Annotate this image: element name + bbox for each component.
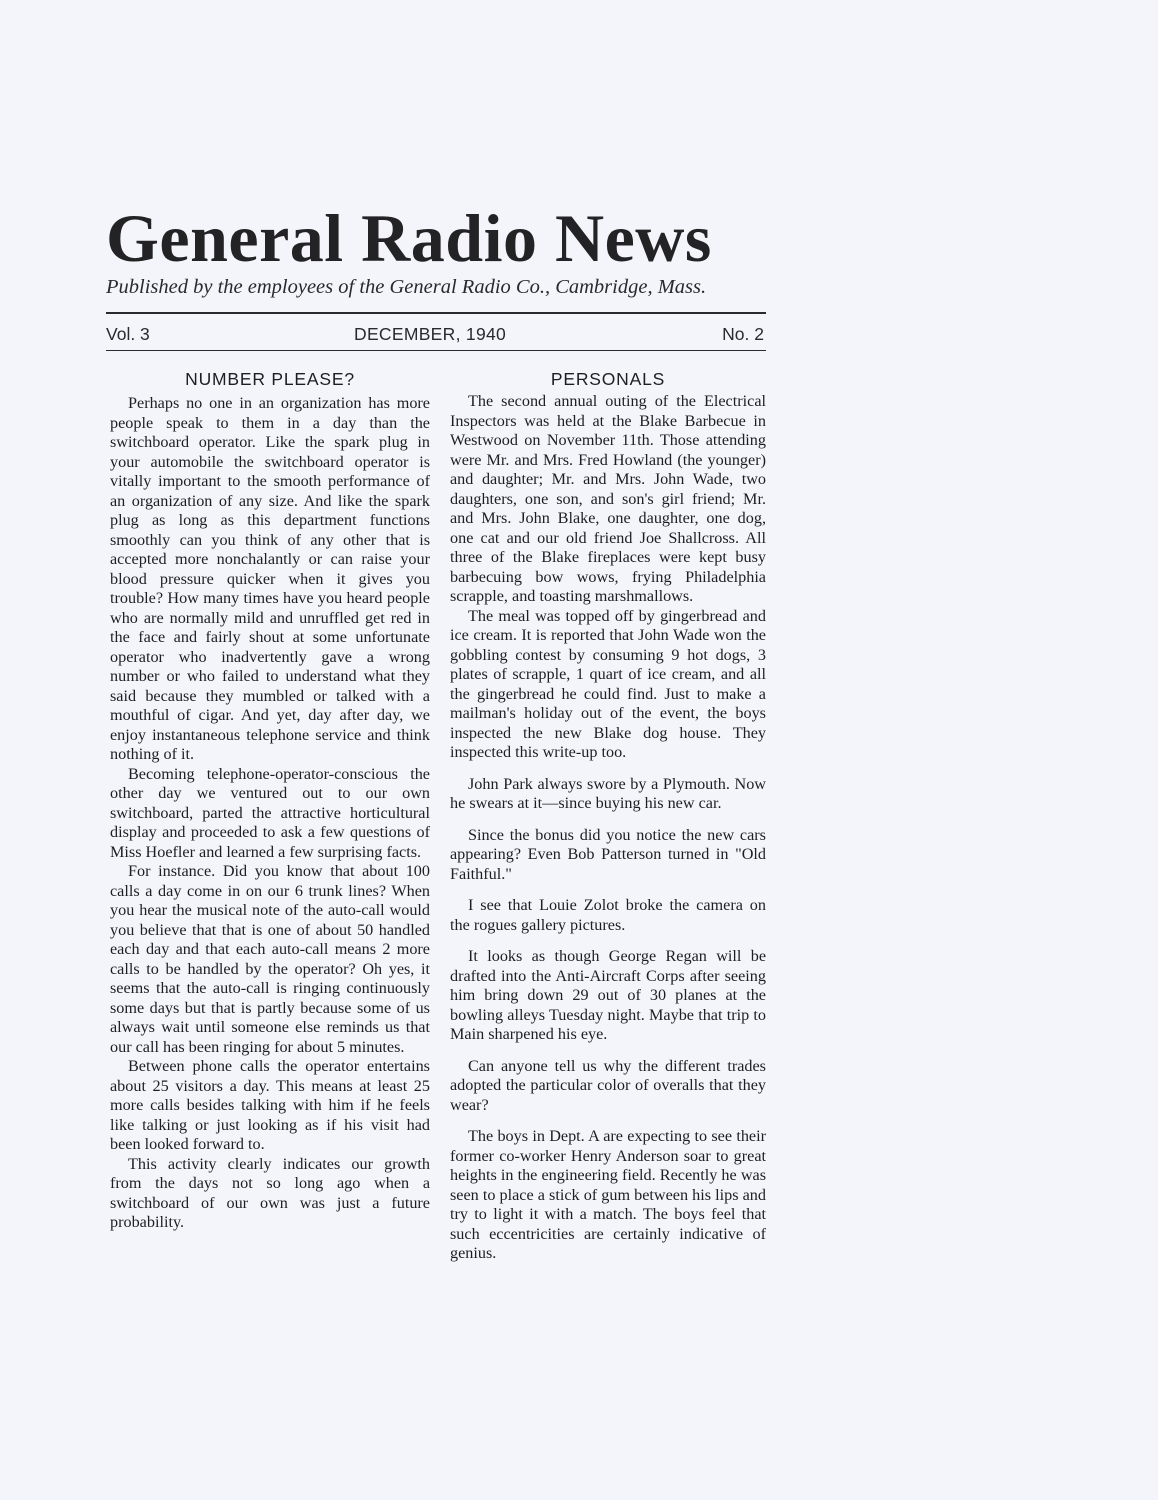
article-number-please — [110, 368, 430, 1233]
article-paragraph: This activity clearly indicates our growth from the days not so long ago when a switchboard of our own was just a future probability. — [110, 1154, 430, 1231]
issue-number: No. 2 — [722, 324, 764, 344]
masthead-rule-bottom — [106, 350, 766, 351]
issue-line — [106, 322, 766, 348]
article-paragraph: It looks as though George Regan will be drafted into the Anti-Aircraft Corps after seeing him bring down 29 out of 30 planes at the bowling alleys Tuesday night. Maybe that trip to Main sharpened his eye. — [450, 947, 766, 1043]
article-paragraph: Between phone calls the operator entertains about 25 visitors a day. This means at least 25 more calls besides talking with him if he feels like talking or just looking as if his visit had been looked forward to. — [110, 1057, 430, 1153]
article-paragraph: The boys in Dept. A are expecting to see their former co-worker Henry Anderson soar to great heights in the engineering field. Recently he was seen to place a stick of gum between his lips and try to light it with a match. The boys feel that such eccentricities are certainly indicative of genius. — [450, 1127, 766, 1262]
article-heading: NUMBER PLEASE? — [185, 369, 355, 389]
article-paragraph: The second annual outing of the Electrical Inspectors was held at the Blake Barbecue in Westwood on November 11th. Those attending were Mr. and Mrs. Fred Howland (the younger) and daughter; Mr. and Mrs. John Wade, two daughters, one son, and son's girl friend; Mr. and Mrs. John Blake, one daughter, one dog, one cat and our old friend Joe Shallcross. All three of the Blake fireplaces were kept busy barbecuing bow wows, frying Philadelphia scrapple, and toasting marshmallows. — [450, 392, 766, 605]
article-paragraph: Can anyone tell us why the different trades adopted the particular color of overalls that they wear? — [450, 1056, 766, 1114]
article-paragraph: I see that Louie Zolot broke the camera on the rogues gallery pictures. — [450, 896, 766, 934]
article-personals — [450, 368, 766, 1264]
masthead-subtitle: Published by the employees of the General Radio Co., Cambridge, Mass. — [106, 276, 707, 298]
masthead-title: General Radio News — [106, 200, 712, 276]
article-paragraph: For instance. Did you know that about 100 calls a day come in on our 6 trunk lines? When you hear the musical note of the auto-call would you believe that that is one of about 50 handled each day and that each auto-call means 2 more calls to be handled by the operator? Oh yes, it seems that the auto-call is ringing continuously some days but that is partly because some of us always wait until someone else reminds us that our call has been ringing for about 5 minutes. — [110, 862, 430, 1056]
issue-volume: Vol. 3 — [106, 324, 150, 344]
article-heading: PERSONALS — [550, 369, 666, 389]
issue-date: DECEMBER, 1940 — [354, 324, 507, 344]
article-paragraph: The meal was topped off by gingerbread and ice cream. It is reported that John Wade won the gobbling contest by consuming 9 hot dogs, 3 plates of scrapple, 1 quart of ice cream, and all the gingerbread he could find. Just to make a mailman's holiday out of the event, the boys inspected the new Blake dog house. They inspected this write-up too. — [450, 606, 766, 761]
article-paragraph: Since the bonus did you notice the new cars appearing? Even Bob Patterson turned in "Old Faithful." — [450, 825, 766, 883]
article-paragraph: John Park always swore by a Plymouth. Now he swears at it—since buying his new car. — [450, 774, 766, 812]
article-paragraph: Becoming telephone-operator-conscious the other day we ventured out to our own switchboard, parted the attractive horticultural display and proceeded to ask a few questions of Miss Hoefler and learned a few surprising facts. — [110, 764, 430, 861]
article-paragraph: Perhaps no one in an organization has more people speak to them in a day than the switchboard operator. Like the spark plug in your automobile the switchboard operator is vitally important to the smooth performance of an organization of any size. And like the spark plug as long as this department functions smoothly can you think of any other that is accepted more nonchalantly or can raise your blood pressure quicker when it gives you trouble? How many times have you heard people who are normally mild and unruffled get red in the face and fairly shout at some unfortunate operator who inadvertently gave a wrong number or who failed to understand what they said because they mumbled or talked with a mouthful of cigar. And yet, day after day, we enjoy instantaneous telephone service and think nothing of it. — [110, 394, 430, 763]
masthead-rule-top — [106, 312, 766, 314]
